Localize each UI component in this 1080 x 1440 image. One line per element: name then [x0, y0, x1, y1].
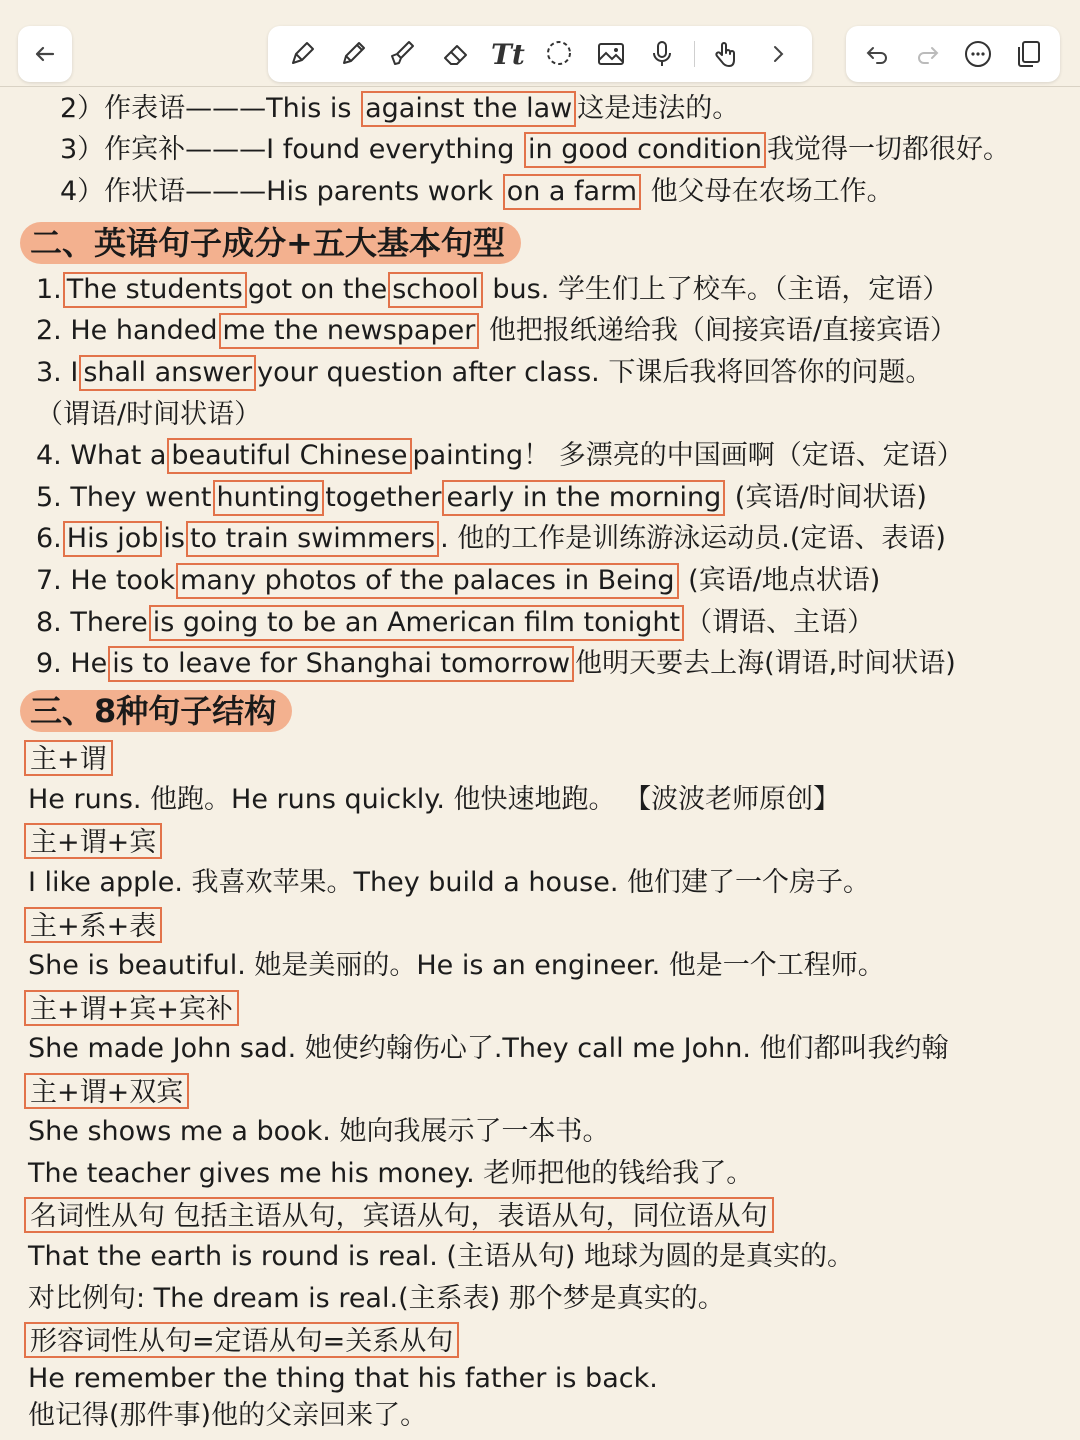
pages-icon[interactable] — [1009, 34, 1049, 74]
example-sentence-4 — [36, 438, 964, 474]
usage-text: 2）作表语———This is — [60, 93, 361, 124]
sentence-text: is — [163, 523, 185, 554]
highlighter-icon[interactable] — [385, 34, 425, 74]
pen-icon[interactable] — [282, 34, 322, 74]
boxed-phrase: is to leave for Shanghai tomorrow — [108, 646, 574, 682]
structure-example-5b: The teacher gives me his money. 老师把他的钱给我了。 — [28, 1158, 754, 1189]
sentence-text: together — [325, 482, 442, 513]
toolbar — [0, 0, 1080, 87]
section-heading-3: 三、8种句子结构 — [20, 690, 292, 732]
text-tool-icon[interactable]: Tt — [491, 37, 525, 71]
boxed-phrase: shall answer — [79, 355, 256, 391]
sentence-text: (宾语/地点状语) — [679, 565, 881, 596]
example-sentence-6 — [36, 521, 946, 557]
boxed-phrase: on a farm — [503, 174, 641, 210]
boxed-phrase: in good condition — [524, 132, 766, 168]
example-sentence-3-note: （谓语/时间状语） — [36, 399, 262, 430]
sentence-text: your question after class. 下课后我将回答你的问题。 — [257, 357, 933, 388]
structure-example-5a: She shows me a book. 她向我展示了一本书。 — [28, 1116, 610, 1147]
lasso-icon[interactable] — [539, 34, 579, 74]
boxed-phrase: The students — [63, 272, 247, 308]
example-sentence-3 — [36, 355, 932, 391]
boxed-phrase: school — [388, 272, 483, 308]
usage-line-4 — [60, 174, 894, 210]
structure-example-6b: 对比例句: The dream is real.(主系表) 那个梦是真实的。 — [28, 1283, 725, 1314]
sentence-text: 5. They went — [36, 482, 212, 513]
document-actions — [846, 26, 1060, 82]
sentence-text: 3. I — [36, 357, 79, 388]
example-sentence-8 — [36, 605, 874, 641]
structure-label-2: 主+谓+宾 — [24, 823, 162, 859]
structure-example-6a: That the earth is round is real. (主语从句) 地球为圆的是真实的。 — [28, 1241, 855, 1272]
sentence-text: bus. 学生们上了校车。（主语，定语） — [483, 274, 950, 305]
structure-label-6: 名词性从句 包括主语从句，宾语从句，表语从句，同位语从句 — [24, 1197, 774, 1233]
usage-line-3 — [60, 132, 1010, 168]
usage-translation: 我觉得一切都很好。 — [766, 134, 1010, 165]
back-arrow-icon — [25, 34, 65, 74]
structure-label-4: 主+谓+宾+宾补 — [24, 990, 239, 1026]
section-heading-2: 二、英语句子成分+五大基本句型 — [20, 222, 521, 264]
structure-example-4: She made John sad. 她使约翰伤心了.They call me John. 他们都叫我约翰 — [28, 1033, 949, 1064]
usage-translation: 他父母在农场工作。 — [642, 176, 894, 207]
boxed-phrase: me the newspaper — [219, 313, 480, 349]
sentence-text: painting！ 多漂亮的中国画啊（定语、定语） — [412, 440, 964, 471]
boxed-phrase: to train swimmers — [186, 521, 439, 557]
redo-icon[interactable] — [908, 34, 948, 74]
sentence-text: got on the — [247, 274, 388, 305]
structure-example-2: I like apple. 我喜欢苹果。They build a house. 他们建了一个房子。 — [28, 867, 870, 898]
boxed-phrase: against the law — [361, 91, 576, 127]
sentence-text: 他把报纸递给我（间接宾语/直接宾语） — [480, 315, 957, 346]
structure-example-1: He runs. 他跑。He runs quickly. 他快速地跑。 【波波老师原创】 — [28, 784, 841, 815]
sentence-text: 7. He took — [36, 565, 176, 596]
sentence-text: 他明天要去上海(谓语,时间状语) — [575, 648, 956, 679]
boxed-phrase: is going to be an American film tonight — [149, 605, 684, 641]
sentence-text: 1. — [36, 274, 62, 305]
structure-example-7a: He remember the thing that his father is back. — [28, 1363, 658, 1394]
usage-text: 3）作宾补———I found everything — [60, 134, 524, 165]
example-sentence-2 — [36, 313, 957, 349]
sentence-text: 8. There — [36, 607, 148, 638]
boxed-phrase: early in the morning — [442, 480, 725, 516]
sentence-text: （谓语、主语） — [685, 607, 875, 638]
boxed-phrase: beautiful Chinese — [167, 438, 411, 474]
eraser-icon[interactable] — [436, 34, 476, 74]
hand-pointer-icon[interactable] — [707, 34, 747, 74]
structure-label-1: 主+谓 — [24, 740, 113, 776]
usage-translation: 这是违法的。 — [577, 93, 740, 124]
structure-example-3: She is beautiful. 她是美丽的。He is an engineer. 他是一个工程师。 — [28, 950, 885, 981]
boxed-phrase: His job — [63, 521, 163, 557]
example-sentence-7 — [36, 563, 880, 599]
image-icon[interactable] — [591, 34, 631, 74]
sentence-text: 9. He — [36, 648, 108, 679]
structure-label-7: 形容词性从句=定语从句=关系从句 — [24, 1322, 459, 1358]
structure-label-3: 主+系+表 — [24, 907, 162, 943]
sentence-text: . 他的工作是训练游泳运动员.(定语、表语) — [440, 523, 946, 554]
microphone-icon[interactable] — [642, 34, 682, 74]
undo-icon[interactable] — [857, 34, 897, 74]
pencil-icon[interactable] — [333, 34, 373, 74]
example-sentence-1 — [36, 272, 949, 308]
tool-palette — [268, 26, 812, 82]
sentence-text: 4. What a — [36, 440, 167, 471]
chevron-right-icon[interactable] — [758, 34, 798, 74]
sentence-text: (宾语/时间状语) — [726, 482, 927, 513]
toolbar-divider — [694, 41, 695, 67]
boxed-phrase: many photos of the palaces in Being — [176, 563, 678, 599]
back-button[interactable] — [18, 26, 72, 82]
usage-line-2 — [60, 91, 739, 127]
sentence-text: 6. — [36, 523, 62, 554]
example-sentence-9 — [36, 646, 956, 682]
example-sentence-5 — [36, 480, 927, 516]
structure-example-7b: 他记得(那件事)他的父亲回来了。 — [28, 1400, 428, 1431]
structure-label-5: 主+谓+双宾 — [24, 1073, 189, 1109]
sentence-text: 2. He handed — [36, 315, 218, 346]
boxed-phrase: hunting — [213, 480, 325, 516]
usage-text: 4）作状语———His parents work — [60, 176, 502, 207]
more-icon[interactable] — [958, 34, 998, 74]
